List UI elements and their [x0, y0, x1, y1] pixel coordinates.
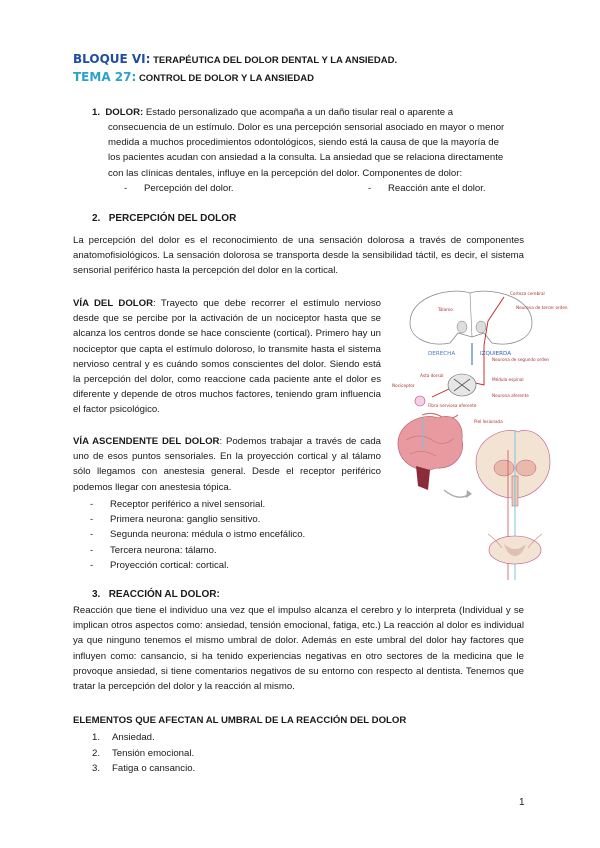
section-1-line3: medida a muchos procedimientos odontológicos, siendo está la causa de que la mayoría de — [108, 137, 499, 149]
fig-label: Piel lesionada — [474, 419, 503, 424]
topic-tag: TEMA 27: — [73, 70, 137, 84]
element-item: 1. Ansiedad. — [92, 732, 155, 743]
fig-label: Neurona de segundo orden — [492, 357, 550, 362]
pain-pathway-diagram — [392, 285, 568, 425]
via-del-dolor-paragraph: VÍA DEL DOLOR: Trayecto que debe recorrer el estímulo nervioso desde que se percibe por la activación de un nociceptor hasta que se alcanza los centros donde se hace consciente (cortical). Primero hay un nociceptor que capta el estímulo doloroso, lo transmite hasta el sistema nervioso central y es cuándo somos conscientes del dolor. Siendo está la percepción del dolor, como reaccione cada paciente ante el dolor es diferente y depende de otros muchos factores, teniendo gram influencia el factor psicológico. — [73, 298, 381, 416]
neuron-item: - Primera neurona: ganglio sensitivo. — [90, 514, 261, 525]
section-1-number: 1. — [92, 107, 101, 118]
section-1-line4: los pacientes acudan con ansiedad a la consulta. La ansiedad que se relaciona directamente — [108, 152, 504, 164]
section-1-body — [108, 120, 524, 181]
section-2-heading: 2. PERCEPCIÓN DEL DOLOR — [92, 213, 237, 224]
thalamus-left — [457, 321, 467, 333]
section-3-heading: 3. REACCIÓN AL DOLOR: — [92, 589, 220, 600]
fig-label: Neurona aferente — [492, 393, 529, 398]
thalamus-drawing — [494, 460, 514, 476]
fig-label: Corteza cerebral — [510, 291, 545, 296]
ascending-pathway-illustration — [392, 410, 552, 580]
element-item: 3. Fatiga o cansancio. — [92, 763, 196, 774]
fig-label: Fibra nerviosa aferente — [428, 403, 477, 408]
arrow-head — [466, 490, 472, 498]
section-1-term: DOLOR: — [105, 107, 144, 118]
via-ascendente-paragraph: VÍA ASCENDENTE DEL DOLOR: Podemos trabajar a través de cada uno de esos puntos sensoriales. En la proyección cortical y al tálamo sólo llegamos con anestesia general. Desde el receptor periférico podemos llegar con anestesia tópica. — [73, 436, 381, 493]
section-1-line1: Estado personalizado que acompaña a un daño tisular real o aparente a — [145, 107, 454, 118]
thalamus-drawing — [516, 460, 536, 476]
section-1-first-line — [92, 105, 524, 120]
neuron-item: - Proyección cortical: cortical. — [90, 560, 229, 571]
neuron-item: - Receptor periférico a nivel sensorial. — [90, 499, 266, 510]
block-title: TERAPÉUTICA DEL DOLOR DENTAL Y LA ANSIEDAD. — [153, 55, 398, 66]
section-2-paragraph: La percepción del dolor es el reconocimiento de una sensación dolorosa a través de componentes anatomofisiológicos. La sensación dolorosa se transporta desde la sensibilidad táctil, es decir, el sistema sensorial periférico hasta la percepción del dolor en la cortical. — [73, 235, 524, 277]
topic-title: CONTROL DE DOLOR Y LA ANSIEDAD — [138, 73, 314, 84]
page-number: 1 — [519, 797, 525, 808]
thalamus-right — [476, 321, 486, 333]
component-item: - Reacción ante el dolor. — [368, 183, 486, 194]
fig-label: Neurona de tercer orden — [516, 305, 568, 310]
section-1-line5: con las clínicas dentales, influye en la percepción del dolor. Componentes de dolor: — [108, 167, 463, 179]
nociceptor-circle — [415, 396, 425, 406]
neuron-item: - Tercera neurona: tálamo. — [90, 545, 217, 556]
arrow-curve — [444, 490, 470, 497]
section-3-paragraph: Reacción que tiene el individuo una vez que el impulso alcanza el cerebro y lo interpreta (Individual y se implican otros aspectos como: ansiedad, tensión emocional, fatiga, etc.) La reacción al dolor es individual ya que ninguno tenemos el mismo umbral de dolor. Además en este umbral del dolor hay factores que influyen como: cansancio, si ha tenido experiencias negativas en otro sectores de la medicina que le provoque ansiedad, si tiene comentarios negativos de su entorno con respecto al dentista. Tenemos que tratar la percepción del dolor y la reacción al mismo. — [73, 605, 524, 693]
block-header — [73, 52, 397, 66]
element-item: 2. Tensión emocional. — [92, 748, 195, 759]
component-item: - Percepción del dolor. — [124, 183, 234, 194]
section-1-line2: consecuencia de un estímulo. Dolor es una percepción sensorial asociado en mayor o menor — [108, 122, 505, 133]
fig-label: Médula espinal — [492, 377, 524, 382]
right-side-label: DERECHA — [428, 351, 456, 357]
elements-heading: ELEMENTOS QUE AFECTAN AL UMBRAL DE LA REACCIÓN DEL DOLOR — [73, 715, 407, 726]
brainstem — [416, 466, 430, 490]
fig-label: Asta dorsal — [420, 373, 444, 378]
fig-label: Tálamo — [438, 307, 453, 312]
block-tag: BLOQUE VI: — [73, 52, 151, 66]
topic-header — [73, 70, 314, 84]
brain-drawing — [398, 416, 463, 470]
fig-label: Nociceptor — [392, 383, 415, 388]
neuron-item: - Segunda neurona: médula o istmo encefálico. — [90, 529, 306, 540]
left-side-label: IZQUIERDA — [480, 351, 512, 357]
via-del-dolor-term: VÍA DEL DOLOR — [73, 298, 154, 309]
via-ascendente-term: VÍA ASCENDENTE DEL DOLOR — [73, 436, 220, 447]
